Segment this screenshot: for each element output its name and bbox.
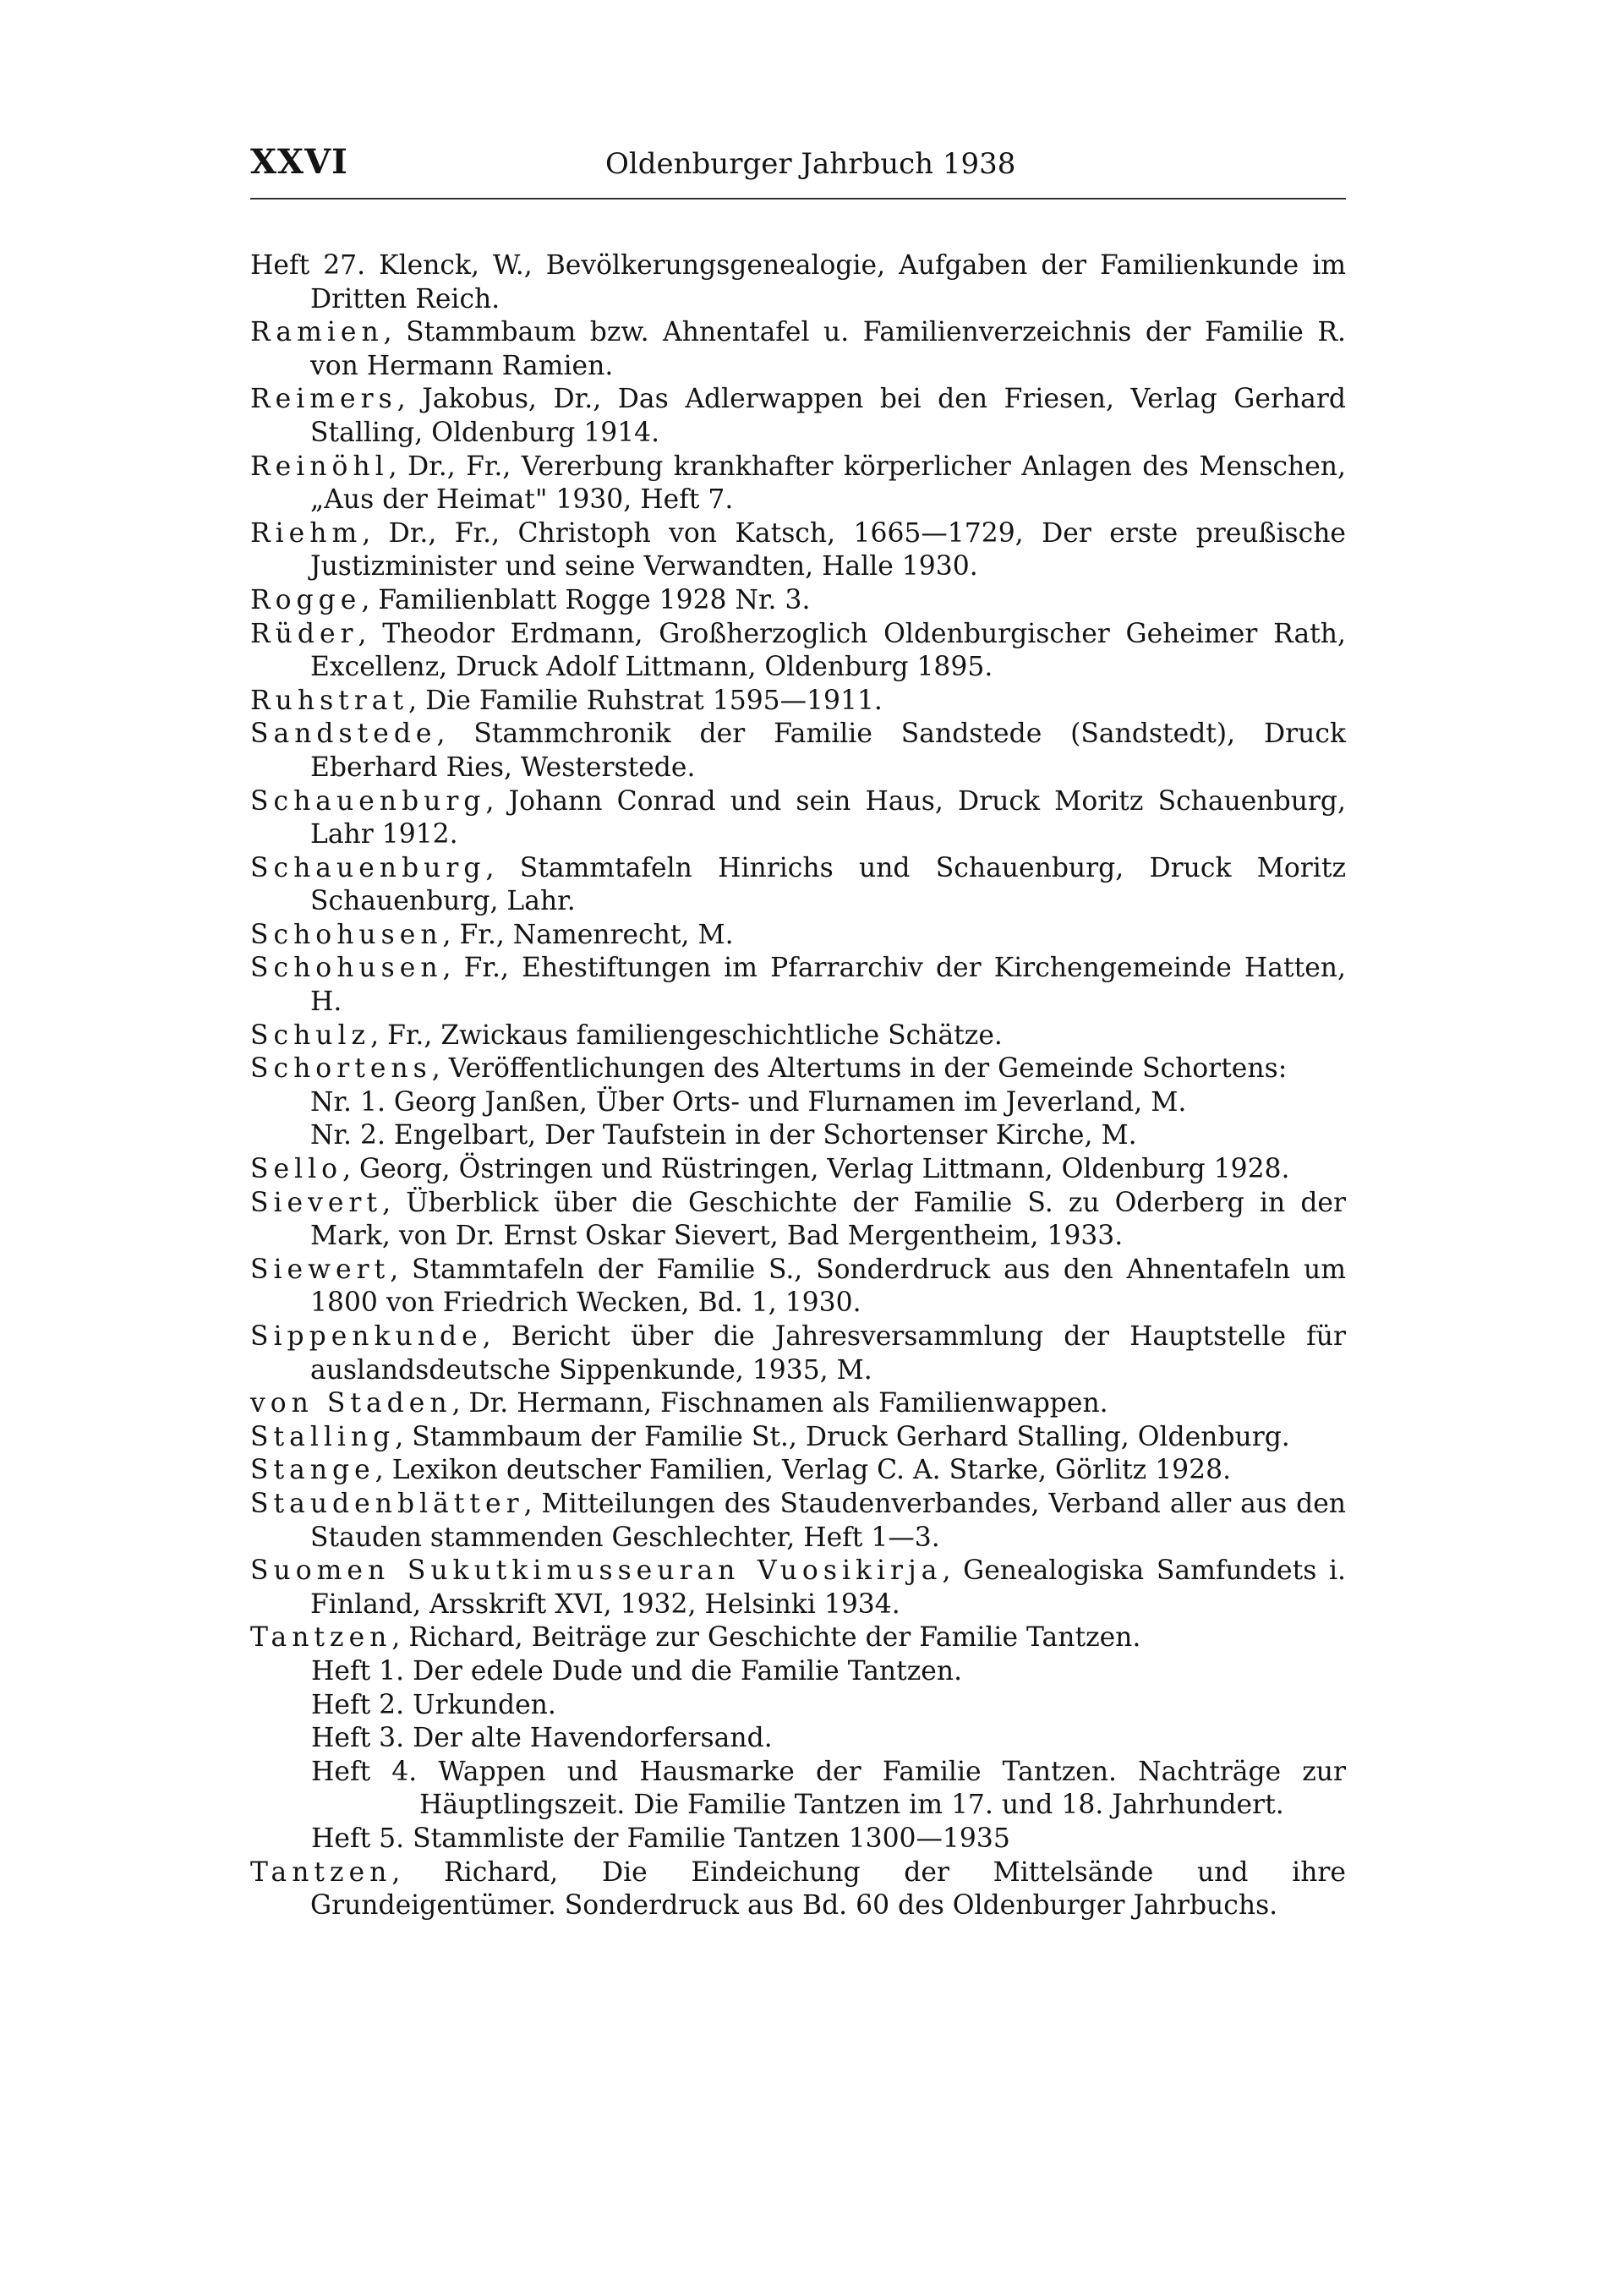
entry-name: Suomen Sukutkimusseuran Vuosikirja (250, 1555, 943, 1587)
entry-text: , Stammbaum bzw. Ahnentafel u. Familienverzeichnis der Familie R. von Hermann Ramien. (310, 317, 1346, 381)
bibliography-entry (250, 1387, 1346, 1421)
entry-text: , Stammbaum der Familie St., Druck Gerhard Stalling, Oldenburg. (395, 1421, 1290, 1452)
bibliography-entry (250, 718, 1346, 784)
page-header (250, 135, 1346, 191)
bibliography-entry (250, 1421, 1346, 1455)
bibliography-entry (250, 1756, 1346, 1823)
entry-name: Siewert (250, 1254, 391, 1285)
bibliography-entry (250, 451, 1346, 517)
entry-text: , Dr., Fr., Christoph von Katsch, 1665—1729, Der erste preußische Justizminister und seine Verwandten, Halle 1930. (310, 517, 1346, 582)
bibliography-entry (250, 1689, 1346, 1723)
entry-text: , Fr., Namenrecht, M. (442, 919, 734, 950)
entry-text: , Lexikon deutscher Familien, Verlag C. A. Starke, Görlitz 1928. (375, 1455, 1232, 1486)
entry-text: Heft 27. Klenck, W., Bevölkerungsgenealogie, Aufgaben der Familienkunde im Dritten Reich. (250, 250, 1346, 314)
entry-text: , Veröffentlichungen des Altertums in der Gemeinde Schortens: (431, 1053, 1288, 1085)
bibliography-entry (250, 1254, 1346, 1320)
bibliography-entry (250, 584, 1346, 618)
entry-text: , Die Familie Ruhstrat 1595—1911. (408, 685, 883, 716)
entry-text: , Georg, Östringen und Rüstringen, Verlag Littmann, Oldenburg 1928. (342, 1154, 1290, 1185)
entry-name: Stalling (250, 1421, 396, 1452)
entry-name: Stange (250, 1455, 375, 1486)
bibliography-entry (250, 1722, 1346, 1756)
bibliography-entry (250, 1086, 1346, 1120)
bibliography-entry (250, 952, 1346, 1019)
entry-name: Ruhstrat (250, 685, 409, 716)
entry-text: , Dr., Fr., Vererbung krankhafter körperlicher Anlagen des Menschen, „Aus der Heimat" 1930, Heft 7. (310, 451, 1346, 516)
bibliography-entry (250, 1555, 1346, 1621)
bibliography-entry (250, 1856, 1346, 1923)
entry-text: Heft 5. Stammliste der Familie Tantzen 1300—1935 (311, 1823, 1010, 1854)
entry-text: , Fr., Zwickaus familiengeschichtliche Schätze. (370, 1020, 1003, 1051)
bibliography-entry (250, 852, 1346, 919)
entry-name: Tantzen (250, 1856, 392, 1888)
bibliography-entry (250, 618, 1346, 685)
entry-text: , Richard, Beiträge zur Geschichte der Familie Tantzen. (391, 1622, 1141, 1654)
bibliography-entry (250, 1153, 1346, 1187)
page-number: XXVI (250, 142, 348, 182)
entry-name: Schohusen (250, 919, 443, 950)
entry-name: Schortens (250, 1053, 432, 1085)
entry-name: Rüder (250, 618, 358, 649)
entry-name: Tantzen (250, 1622, 392, 1654)
entry-text: , Mitteilungen des Staudenverbandes, Verband aller aus den Stauden stammenden Geschlechter, Heft 1—3. (310, 1488, 1346, 1553)
entry-name: Schohusen (250, 953, 443, 984)
entry-name: Riehm (250, 517, 363, 549)
entry-name: von Staden (250, 1388, 452, 1419)
entry-text: , Bericht über die Jahresversammlung der Hauptstelle für auslandsdeutsche Sippenkunde, 1935, M. (310, 1321, 1346, 1386)
entry-name: Ramien (250, 317, 384, 348)
entry-text: , Dr. Hermann, Fischnamen als Familienwappen. (451, 1388, 1108, 1419)
entry-name: Schauenburg (250, 852, 486, 883)
entry-text: , Fr., Ehestiftungen im Pfarrarchiv der Kirchengemeinde Hatten, H. (310, 953, 1346, 1018)
bibliography-entry (250, 1454, 1346, 1488)
bibliography-entry (250, 1119, 1346, 1153)
entry-text: , Richard, Die Eindeichung der Mittelsände und ihre Grundeigentümer. Sonderdruck aus Bd. 60 des Oldenburger Jahrbuchs. (310, 1856, 1346, 1922)
running-title: Oldenburger Jahrbuch 1938 (605, 147, 1016, 181)
entry-name: Reinöhl (250, 451, 389, 482)
entry-text: Nr. 1. Georg Janßen, Über Orts- und Flurnamen im Jeverland, M. (310, 1086, 1187, 1118)
bibliography-entry (250, 1052, 1346, 1086)
entry-name: Sievert (250, 1187, 383, 1218)
entry-text: Heft 1. Der edele Dude und die Familie Tantzen. (311, 1655, 963, 1686)
bibliography-entry (250, 1488, 1346, 1555)
entry-text: , Überblick über die Geschichte der Familie S. zu Oderberg in der Mark, von Dr. Ernst Oskar Sievert, Bad Mergentheim, 1933. (310, 1187, 1346, 1252)
entry-text: Heft 4. Wappen und Hausmarke der Familie Tantzen. Nachträge zur Häuptlingszeit. Die Familie Tantzen im 17. und 18. Jahrhundert. (311, 1756, 1346, 1821)
entry-text: , Jakobus, Dr., Das Adlerwappen bei den Friesen, Verlag Gerhard Stalling, Oldenburg 1914. (310, 384, 1346, 448)
entry-text: , Familienblatt Rogge 1928 Nr. 3. (361, 584, 811, 615)
entry-text: , Genealogiska Samfundets i. Finland, Arsskrift XVI, 1932, Helsinki 1934. (310, 1555, 1346, 1620)
bibliography-entry (250, 919, 1346, 953)
entry-name: Schauenburg (250, 785, 486, 817)
entry-text: Heft 2. Urkunden. (311, 1689, 556, 1720)
bibliography-entry (250, 517, 1346, 584)
bibliography-entry (250, 1655, 1346, 1689)
bibliography-list (250, 249, 1346, 1923)
bibliography-entry (250, 1320, 1346, 1387)
entry-text: , Stammtafeln Hinrichs und Schauenburg, Druck Moritz Schauenburg, Lahr. (310, 852, 1346, 917)
bibliography-entry (250, 1020, 1346, 1053)
entry-text: Nr. 2. Engelbart, Der Taufstein in der Schortenser Kirche, M. (310, 1120, 1137, 1151)
entry-name: Schulz (250, 1020, 371, 1051)
entry-name: Sippenkunde (250, 1321, 483, 1352)
entry-text: , Stammtafeln der Familie S., Sonderdruck aus den Ahnentafeln um 1800 von Friedrich Wecken, Bd. 1, 1930. (310, 1254, 1346, 1319)
entry-name: Sello (250, 1154, 343, 1185)
entry-text: Heft 3. Der alte Havendorfersand. (311, 1723, 773, 1754)
bibliography-entry (250, 785, 1346, 852)
entry-name: Reimers (250, 384, 397, 415)
entry-name: Rogge (250, 584, 362, 615)
bibliography-entry (250, 1621, 1346, 1655)
bibliography-entry (250, 316, 1346, 383)
bibliography-entry (250, 383, 1346, 450)
bibliography-entry (250, 1187, 1346, 1254)
entry-name: Staudenblätter (250, 1488, 524, 1519)
entry-text: , Theodor Erdmann, Großherzoglich Oldenburgischer Geheimer Rath, Excellenz, Druck Adolf Littmann, Oldenburg 1895. (310, 618, 1346, 683)
entry-name: Sandstede (250, 719, 437, 750)
header-rule (250, 198, 1346, 200)
entry-text: , Stammchronik der Familie Sandstede (Sandstedt), Druck Eberhard Ries, Westerstede. (310, 719, 1346, 783)
bibliography-entry (250, 249, 1346, 316)
bibliography-entry (250, 685, 1346, 719)
entry-text: , Johann Conrad und sein Haus, Druck Moritz Schauenburg, Lahr 1912. (310, 785, 1346, 850)
bibliography-entry (250, 1823, 1346, 1856)
